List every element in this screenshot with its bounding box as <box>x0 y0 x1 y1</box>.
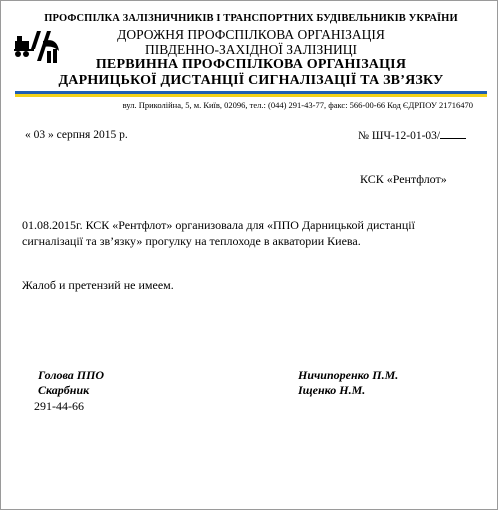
union-name: ПРОФСПІЛКА ЗАЛІЗНИЧНИКІВ І ТРАНСПОРТНИХ БУДІВЕЛЬНИКІВ УКРАЇНИ <box>44 13 458 24</box>
reference-text: № ШЧ-12-01-03/ <box>358 130 441 142</box>
body-line-1: 01.08.2015г. КСК «Рентфлот» организовала для «ППО Дарницькой дистанції <box>22 218 415 232</box>
signature-name-chair: Ничипоренко П.М. <box>298 368 399 382</box>
body-line-2: сигналізації та зв’язку» прогулку на теплоходе в акватории Киева. <box>22 234 361 248</box>
letterhead-yellow-rule <box>15 94 487 97</box>
signature-phone: 291-44-66 <box>34 399 84 413</box>
signature-name-treasurer: Іщенко Н.М. <box>298 383 366 397</box>
reference-blank-line <box>440 129 466 139</box>
signature-role-chair: Голова ППО <box>38 368 105 382</box>
road-organization: ДОРОЖНЯ ПРОФСПІЛКОВА ОРГАНІЗАЦІЯ <box>117 27 385 42</box>
address-line: вул. Приколійна, 5, м. Київ, 02096, тел.: (044) 291-43-77, факс: 566-00-66 Код ЄДРПОУ 21716470 <box>122 100 473 110</box>
letter-date: « 03 » серпня 2015 р. <box>25 129 128 141</box>
body-line-3: Жалоб и претензий не имеем. <box>22 278 174 292</box>
addressee: КСК «Рентфлот» <box>360 172 447 186</box>
railway-name: ПІВДЕННО-ЗАХІДНОЇ ЗАЛІЗНИЦІ <box>145 42 357 57</box>
primary-organization: ПЕРВИННА ПРОФСПІЛКОВА ОРГАНІЗАЦІЯ <box>95 57 407 72</box>
signature-role-treasurer: Скарбник <box>38 383 90 397</box>
reference-number <box>358 129 466 142</box>
division-name: ДАРНИЦЬКОЇ ДИСТАНЦІЇ СИГНАЛІЗАЦІЇ ТА ЗВ’ЯЗКУ <box>58 73 444 88</box>
